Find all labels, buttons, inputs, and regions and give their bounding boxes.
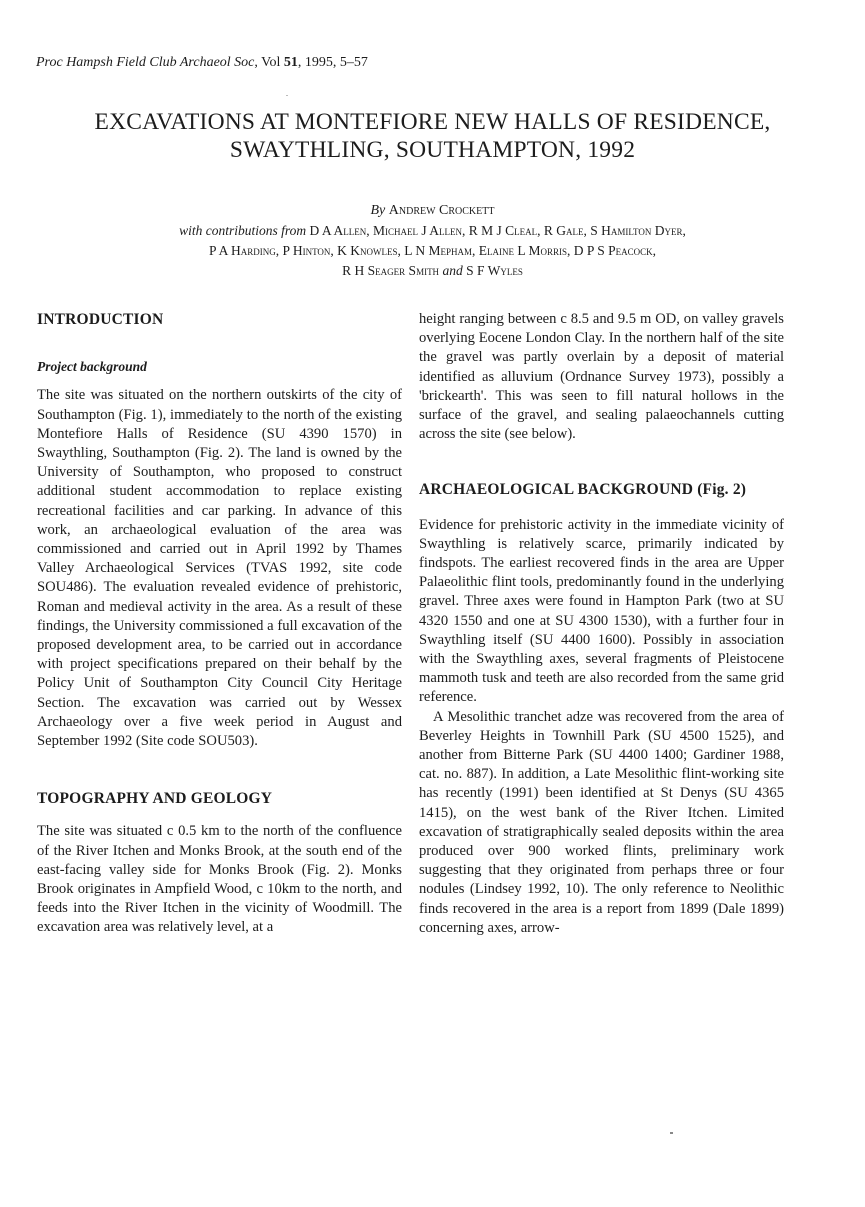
project-background-subheading: Project background bbox=[37, 359, 147, 375]
topography-heading: TOPOGRAPHY AND GEOLOGY bbox=[37, 790, 273, 808]
contributors-line-2: P A Harding, P Hinton, K Knowles, L N Mepham, Elaine L Morris, D P S Peacock, bbox=[208, 243, 657, 258]
contributor-seager-smith: R H Seager Smith bbox=[342, 263, 440, 278]
topography-continued-paragraph: height ranging between c 8.5 and 9.5 m OD, on valley gravels overlying Eocene London Clay. In the northern half of the site the gravel was partly overlain by a deposit of material identified as alluvium (Ordnance Survey 1973), possibly a 'brickearth'. This was seen to fill natural hollows in the surface of the gravel, and sealing palaeochannels cutting across the site (see below). bbox=[419, 311, 784, 443]
journal-vol-prefix: , Vol bbox=[254, 55, 284, 70]
author-name: Andrew Crockett bbox=[388, 203, 495, 218]
journal-pages: , 1995, 5–57 bbox=[297, 55, 368, 70]
and-label: and bbox=[442, 263, 463, 278]
archaeological-background-heading: ARCHAEOLOGICAL BACKGROUND (Fig. 2) bbox=[419, 481, 747, 499]
byline bbox=[20, 201, 845, 281]
author-line bbox=[20, 201, 845, 221]
introduction-paragraph: The site was situated on the northern outskirts of the city of Southampton (Fig. 1), immediately to the north of the existing Montefiore Halls of Residence (SU 4390 1570) in Swaythling, Southampton (Fig. 2). The land is owned by the University of Southampton, who proposed to construct additional student accommodation to replace existing recreational facilities and car parking. In advance of this work, an archaeological evaluation of the area was commissioned and carried out in April 1992 by Thames Valley Archaeological Services (TVAS 1992, site code SOU486). The evaluation revealed evidence of prehistoric, Roman and medieval activity in the area. As a result of these findings, the University commissioned a full excavation of the proposed development area, to be carried out in accordance with project specifications prepared on their behalf by the Policy Unit of Southampton City Council City Heritage Section. The excavation was carried out by Wessex Archaeology over a five week period in August and September 1992 (Site code SOU503). bbox=[37, 387, 402, 750]
right-column bbox=[419, 310, 784, 938]
title-line-1: EXCAVATIONS AT MONTEFIORE NEW HALLS OF RESIDENCE, bbox=[94, 109, 771, 135]
scan-speck bbox=[670, 1132, 673, 1134]
left-column bbox=[37, 310, 402, 938]
contributors-line-1 bbox=[20, 221, 845, 241]
archaeological-paragraph-2: A Mesolithic tranchet adze was recovered from the area of Beverley Heights in Townhill Park (SU 4500 1525), and another from Bitterne Park (SU 4400 1400; Gardiner 1988, cat. no. 887). In addition, a Late Mesolithic flint-working site has recently (1991) been identified at St Denys (SU 4365 1415), on the west bank of the River Itchen. Limited excavation of stratigraphically sealed deposits within the area produced over 900 worked flints, preliminary work suggesting that they originated from perhaps three or four nodules (Lindsey 1992, 10). The only reference to Neolithic finds recovered in the area is a report from 1899 (Dale 1899) concerning axes, arrow- bbox=[419, 708, 784, 936]
article-title bbox=[20, 108, 845, 164]
topography-paragraph: The site was situated c 0.5 km to the north of the confluence of the River Itchen and Monks Brook, at the south end of the east-facing valley side for Monks Brook (Fig. 2). Monks Brook originates in Ampfield Wood, c 10km to the north, and feeds into the River Itchen in the vicinity of Woodmill. The excavation area was relatively level, at a bbox=[37, 823, 402, 936]
by-label: By bbox=[370, 203, 386, 218]
scan-speck bbox=[286, 95, 288, 96]
contributors-names-1: D A Allen, Michael J Allen, R M J Cleal, R Gale, S Hamilton Dyer, bbox=[309, 223, 686, 238]
journal-name: Proc Hampsh Field Club Archaeol Soc bbox=[36, 55, 255, 70]
journal-volume: 51 bbox=[283, 55, 298, 70]
title-line-2: SWAYTHLING, SOUTHAMPTON, 1992 bbox=[229, 137, 636, 163]
contributor-wyles: S F Wyles bbox=[466, 263, 523, 278]
journal-citation bbox=[36, 55, 368, 71]
contributors-line-3 bbox=[20, 261, 845, 281]
introduction-heading: INTRODUCTION bbox=[37, 311, 164, 328]
archaeological-paragraph-1: Evidence for prehistoric activity in the immediate vicinity of Swaythling is relatively scarce, primarily indicated by findspots. The earliest recovered finds in the area are Upper Palaeolithic flint tools, predominantly found in the underlying gravel. Three axes were found in Hampton Park (two at SU 4320 1550 and one at SU 4300 1530), with a further four in Swaythling itself (SU 4400 1600). Possibly in association with the Swaythling axes, several fragments of Pleistocene mammoth tusk and teeth are also recorded from the same grid reference. bbox=[419, 516, 784, 706]
with-contributions-label: with contributions from bbox=[179, 223, 307, 238]
